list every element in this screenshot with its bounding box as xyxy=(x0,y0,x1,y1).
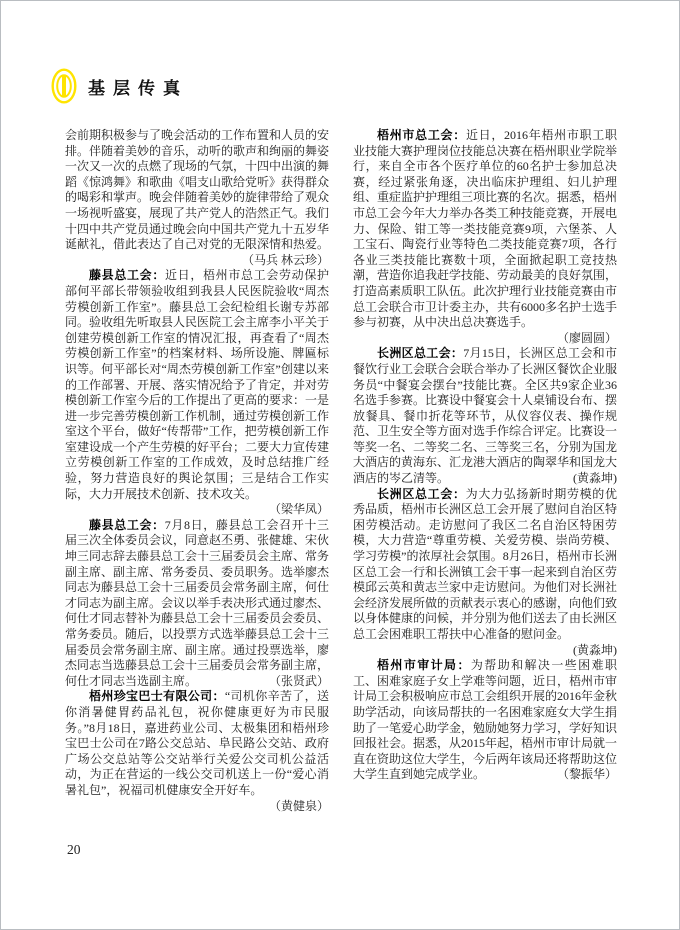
news-item-source: 长洲区总工会： xyxy=(377,346,464,361)
news-item xyxy=(65,689,329,814)
news-item-source: 藤县总工会： xyxy=(89,517,165,532)
news-item xyxy=(65,128,329,268)
news-item-source: 梧州市审计局： xyxy=(377,658,471,673)
news-item-byline: （廖圆圆） xyxy=(556,330,617,345)
news-item-body: 为大力弘扬新时期劳模的优秀品质，梧州市长洲区总工会开展了慰问自治区特困劳模活动。走访慰问了我区二名自治区特困劳模，大力营造“尊重劳模、关爱劳模、崇尚劳模、学习劳模”的浓厚社会氛围。8月26日，梧州市长洲区总工会一行和长洲镇工会干事一起来到自治区劳模邱云英和黄志兰家中走访慰问。为他们对长洲社会经济发展所做的贡献表示衷心的感谢，向他们致以身体健康的问候，并分别为他们送去了由长洲区总工会困难职工帮扶中心准备的慰问金。 xyxy=(353,486,617,641)
page-number: 20 xyxy=(67,842,81,857)
news-item-body: 近日，梧州市总工会劳动保护部何平部长带领验收组到我县人民医院验收“周杰劳模创新工作室”。藤县总工会纪检组长谢专苏部同。验收组先听取县人民医院工会主席李小平关于创建劳模创新工作室的情况汇报，再查看了“周杰劳模创新工作室”的档案材料、场所设施、牌匾标识等。何平部长对“周杰劳模创新工作室”创建以来的工作部署、开展、落实情况给予了肯定，并对劳模创新工作室今后的工作提出了更高的要求：一是进一步完善劳模创新工作机制，通过劳模创新工作室这个平台，做好“传帮带”工作，把劳模创新工作室建设成一个产生劳模的好平台；二要大力宣传建立劳模创新工作室的工作成效，及时总结推广经验，努力营造良好的舆论氛围；三是结合工作实际，大力开展技术创新、技术攻关。 xyxy=(65,268,329,501)
news-item-body: “司机你辛苦了，送你消暑健胃药品礼包，祝你健康更好为市民服务。”8月18日，嘉进药业公司、太极集团和梧州珍宝巴士公司在7路公交总站、阜民路公交站、政府广场公交总站等公交站举行关爱公交司机公益活动，为正在营运的一线公交司机送上一份“爱心消暑礼包”，祝福司机健康安全开好车。 xyxy=(65,689,329,797)
news-item-byline: (黄淼坤) xyxy=(573,471,617,486)
news-item-body: 会前期积极参与了晚会活动的工作布置和人员的安排。伴随着美妙的音乐，动听的歌声和绚丽的舞姿一次又一次的点燃了现场的气氛，十四中出演的舞蹈《惊鸿舞》和歌曲《唱支山歌给党听》获得群众的喝彩和掌声。晚会伴随着美妙的旋律带给了观众一场视听盛宴，展现了共产党人的浩然正气。我们十四中共产党员通过晚会向中国共产党九十五岁华诞献礼，借此表达了自己对党的无限深情和热爱。 xyxy=(65,128,329,252)
news-item xyxy=(353,346,617,486)
news-item-source: 长洲区总工会： xyxy=(377,486,466,501)
news-item-source: 藤县总工会： xyxy=(89,268,165,283)
news-item-body: 近日，2016年梧州市职工职业技能大赛护理岗位技能总决赛在梧州职业学院举行，来自全市各个医疗单位的60名护士参加总决赛，经过紧张角逐，决出临床护理组、妇儿护理组、重症监护护理组三项比赛的名次。据悉，梧州市总工会今年大力举办各类工种技能竞赛，开展电力、保险、钳工等一类技能竞赛9项，六堡茶、人工宝石、陶瓷行业等特色二类技能竞赛7项，各行各业三类技能比赛数十项，全面掀起职工竞技热潮，营造你追我赶学技能、劳动最美的良好氛围，打造高素质职工队伍。此次护理行业技能竞赛由市总工会联合市卫计委主办，共有6000多名护士选手参与初赛，从中决出总决赛选手。 xyxy=(353,128,617,330)
news-item-body: 7月8日，藤县总工会召开十三届三次全体委员会议，同意赵丕勇、张健雄、宋伙坤三同志辞去藤县总工会十三届委员会主席、常务副主席、副主席、常务委员、委员职务。选举廖杰同志为藤县总工会十三届委员会常务副主席，何仕才同志为副主席。会议以举手表决形式通过廖杰、何仕才同志替补为藤县总工会十三届委员会委员、常务委员。随后，以投票方式选举藤县总工会十三届委员会常务副主席、副主席。通过投票选举，廖杰同志当选藤县总工会十三届委员会常务副主席，何仕才同志当选副主席。 xyxy=(65,517,329,688)
news-item-source: 梧州市总工会： xyxy=(377,128,466,142)
news-item xyxy=(353,128,617,346)
news-item-byline: (黄淼坤) xyxy=(573,642,617,657)
news-item-byline: （黎振华） xyxy=(556,767,617,782)
left-column xyxy=(65,128,329,814)
news-item xyxy=(353,658,617,783)
news-item-body: 为帮助和解决一些困难职工、困难家庭子女上学难等问题，近日，梧州市审计局工会积极响应市总工会组织开展的2016年金秋助学活动，向该局帮扶的一名困难家庭女大学生捐助了一笔爱心助学金，勉励她努力学习，学好知识回报社会。据悉，从2015年起，梧州市审计局就一直在资助这位大学生，今后两年该局还将帮助这位大学生直到她完成学业。 xyxy=(353,658,617,782)
news-item-byline: （张贤武） xyxy=(268,673,329,688)
section-header xyxy=(51,68,188,104)
news-item-byline: （梁华凤） xyxy=(268,502,329,517)
news-item-body: 7月15日，长洲区总工会和市餐饮行业工会联合会联合举办了长洲区餐饮企业服务员“中餐宴会摆台”技能比赛。全区共9家企业36名选手参赛。比赛设中餐宴会十人桌铺设台布、摆放餐具、餐巾折花等环节，从仪容仪表、操作规范、卫生安全等方面对选手作综合评定。比赛设一等奖一名、二等奖二名、三等奖三名，分别为国龙大酒店的黄海东、汇龙港大酒店的陶翠华和国龙大酒店的岑乙清等。 xyxy=(353,346,617,486)
trade-union-logo-icon xyxy=(51,68,77,104)
news-item xyxy=(65,268,329,518)
news-item xyxy=(65,518,329,690)
news-item xyxy=(353,487,617,659)
right-column xyxy=(353,128,617,783)
section-title: 基层传真 xyxy=(88,78,188,98)
news-item-source: 梧州珍宝巴士有限公司： xyxy=(89,689,225,704)
news-item-byline: （马兵 林云珍） xyxy=(241,252,329,267)
news-item-byline: （黄健泉） xyxy=(268,798,329,813)
